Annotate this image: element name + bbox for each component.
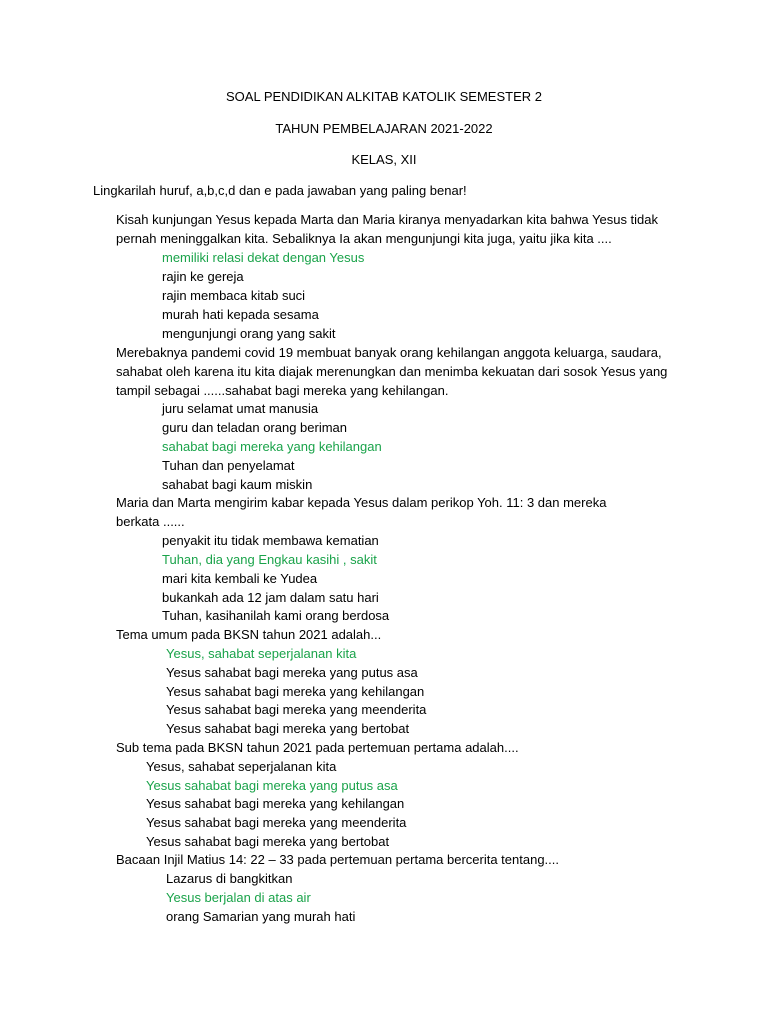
question-6-option-a: Lazarus di bangkitkan — [166, 871, 293, 886]
question-5-option-b: Yesus sahabat bagi mereka yang putus asa — [146, 778, 398, 793]
question-2-text: Merebaknya pandemi covid 19 membuat banyak orang kehilangan anggota keluarga, saudara, sahabat oleh karena itu kita diajak merenungkan dan menimba kekuatan dari sosok Yesus yang tampil sebagai ......sahabat bagi mereka yang kehilangan. — [116, 345, 668, 398]
question-4-option-e: Yesus sahabat bagi mereka yang bertobat — [166, 721, 410, 736]
school-year: TAHUN PEMBELAJARAN 2021-2022 — [275, 121, 493, 136]
question-1-option-c: rajin membaca kitab suci — [162, 288, 306, 303]
question-1-option-e: mengunjungi orang yang sakit — [162, 326, 336, 341]
question-6-text: Bacaan Injil Matius 14: 22 – 33 pada pertemuan pertama bercerita tentang.... — [116, 852, 559, 867]
question-5-option-a: Yesus, sahabat seperjalanan kita — [146, 759, 337, 774]
instruction: Lingkarilah huruf, a,b,c,d dan e pada jawaban yang paling benar! — [93, 183, 467, 198]
question-3-option-b: Tuhan, dia yang Engkau kasihi , sakit — [162, 552, 377, 567]
question-3-option-d: bukankah ada 12 jam dalam satu hari — [162, 590, 379, 605]
question-5-option-d: Yesus sahabat bagi mereka yang meenderita — [146, 815, 407, 830]
question-6-option-c: orang Samarian yang murah hati — [166, 909, 356, 924]
class-label: KELAS, XII — [351, 152, 417, 167]
question-2-option-b: guru dan teladan orang beriman — [162, 420, 348, 435]
question-2-option-a: juru selamat umat manusia — [162, 401, 319, 416]
question-3-option-a: penyakit itu tidak membawa kematian — [162, 533, 379, 548]
question-6-option-b: Yesus berjalan di atas air — [166, 890, 311, 905]
question-1-option-a: memiliki relasi dekat dengan Yesus — [162, 250, 365, 265]
question-2-option-d: Tuhan dan penyelamat — [162, 458, 295, 473]
question-5-text: Sub tema pada BKSN tahun 2021 pada pertemuan pertama adalah.... — [116, 740, 519, 755]
question-3-text: Maria dan Marta mengirim kabar kepada Yesus dalam perikop Yoh. 11: 3 dan mereka berkata ...... — [116, 495, 607, 529]
question-3-option-c: mari kita kembali ke Yudea — [162, 571, 318, 586]
question-5-option-c: Yesus sahabat bagi mereka yang kehilangan — [146, 796, 405, 811]
question-4-option-a: Yesus, sahabat seperjalanan kita — [166, 646, 357, 661]
question-1-option-b: rajin ke gereja — [162, 269, 244, 284]
question-4-option-b: Yesus sahabat bagi mereka yang putus asa — [166, 665, 418, 680]
question-5-option-e: Yesus sahabat bagi mereka yang bertobat — [146, 834, 390, 849]
document-title: SOAL PENDIDIKAN ALKITAB KATOLIK SEMESTER 2 — [226, 89, 542, 104]
question-4-text: Tema umum pada BKSN tahun 2021 adalah... — [116, 627, 382, 642]
question-1-text: Kisah kunjungan Yesus kepada Marta dan Maria kiranya menyadarkan kita bahwa Yesus tidak pernah meninggalkan kita. Sebaliknya Ia akan mengunjungi kita juga, yaitu jika kita .... — [116, 212, 659, 246]
question-2-option-c: sahabat bagi mereka yang kehilangan — [162, 439, 382, 454]
question-4-option-c: Yesus sahabat bagi mereka yang kehilangan — [166, 684, 425, 699]
question-3-option-e: Tuhan, kasihanilah kami orang berdosa — [162, 608, 390, 623]
question-2-option-e: sahabat bagi kaum miskin — [162, 477, 313, 492]
question-4-option-d: Yesus sahabat bagi mereka yang meenderita — [166, 702, 427, 717]
question-1-option-d: murah hati kepada sesama — [162, 307, 319, 322]
